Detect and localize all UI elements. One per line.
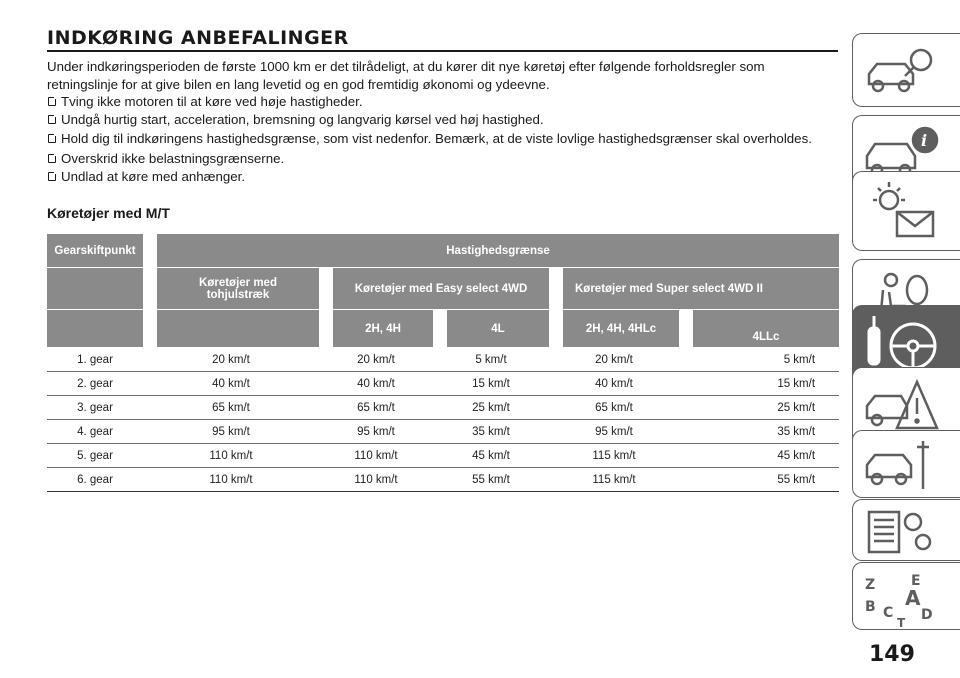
svg-text:C: C	[883, 605, 894, 621]
svg-text:A: A	[905, 586, 921, 610]
sub-header-super-2h4h4hlc: 2H, 4H, 4HLc	[549, 310, 679, 348]
chapter-tab-index[interactable]	[852, 562, 960, 630]
title-rule	[47, 50, 838, 52]
svg-text:i: i	[921, 131, 928, 150]
svg-text:Z: Z	[865, 577, 876, 593]
group-header-2wd: Køretøjer med tohjulstræk	[143, 268, 319, 310]
chapter-tab-warning-lights[interactable]	[852, 171, 960, 251]
svg-text:E: E	[911, 573, 921, 589]
checkbox-icon	[48, 115, 56, 124]
header-blank	[47, 268, 143, 310]
header-blank	[47, 310, 143, 348]
body-text	[47, 58, 837, 185]
bullet-item: Undgå hurtig start, acceleration, bremsning og langvarig kørsel ved høj hastighed.	[47, 111, 837, 129]
chapter-tab-dashboard[interactable]	[852, 33, 960, 107]
checkbox-icon	[48, 134, 56, 143]
page-number: 149	[869, 642, 915, 667]
car-wrench-icon	[861, 437, 941, 495]
spec-sheet-gears-icon	[861, 506, 941, 558]
column-header-gear: Gearskiftpunkt	[47, 234, 143, 268]
checkbox-icon	[48, 97, 56, 106]
checkbox-icon	[48, 172, 56, 181]
checkbox-icon	[48, 154, 56, 163]
warning-light-mail-icon	[861, 178, 941, 244]
group-header-easy-select: Køretøjer med Easy select 4WD	[319, 268, 549, 310]
chapter-tab-technical-data[interactable]	[852, 499, 960, 561]
sub-header-super-4llc: 4LLc	[679, 310, 839, 348]
section-subheading: Køretøjer med M/T	[47, 205, 170, 221]
alphabet-index-icon	[861, 569, 941, 627]
header-blank	[143, 310, 319, 348]
bullet-item: Tving ikke motoren til at køre ved høje hastigheder.	[47, 93, 837, 111]
bullet-item: Undlad at køre med anhænger.	[47, 168, 837, 186]
sub-header-easy-4l: 4L	[433, 310, 549, 348]
svg-text:T: T	[897, 616, 906, 627]
bullet-item: Hold dig til indkøringens hastighedsgrænse, som vist nedenfor. Bemærk, at de viste lovlige hastighedsgrænser skal overholdes.	[47, 128, 837, 150]
svg-text:D: D	[921, 607, 933, 623]
page-title: INDKØRING ANBEFALINGER	[47, 27, 349, 49]
table-row: 4. gear 95 km/t 95 km/t 35 km/t 95 km/t 35 km/t	[47, 420, 839, 444]
speed-limit-table	[47, 234, 839, 492]
column-header-speed-limit: Hastighedsgrænse	[143, 234, 839, 268]
intro-paragraph: Under indkøringsperioden de første 1000 km er det tilrådeligt, at du kører dit nye køretøj efter følgende forholdsregler som retningslinje for at give bilen en lang levetid og en god fremtidig økonomi og ydeevne.	[47, 59, 765, 92]
table-row: 2. gear 40 km/t 40 km/t 15 km/t 40 km/t 15 km/t	[47, 372, 839, 396]
table-row: 3. gear 65 km/t 65 km/t 25 km/t 65 km/t 25 km/t	[47, 396, 839, 420]
table-row: 6. gear 110 km/t 110 km/t 55 km/t 115 km/t 55 km/t	[47, 468, 839, 492]
table-row: 1. gear 20 km/t 20 km/t 5 km/t 20 km/t 5 km/t	[47, 348, 839, 372]
bullet-item: Overskrid ikke belastningsgrænserne.	[47, 150, 837, 168]
chapter-tab-maintenance[interactable]	[852, 430, 960, 498]
car-search-icon	[861, 40, 941, 102]
table-row: 5. gear 110 km/t 110 km/t 45 km/t 115 km/t 45 km/t	[47, 444, 839, 468]
sub-header-easy-2h4h: 2H, 4H	[319, 310, 433, 348]
group-header-super-select: Køretøjer med Super select 4WD II	[549, 268, 839, 310]
svg-text:B: B	[865, 599, 876, 615]
